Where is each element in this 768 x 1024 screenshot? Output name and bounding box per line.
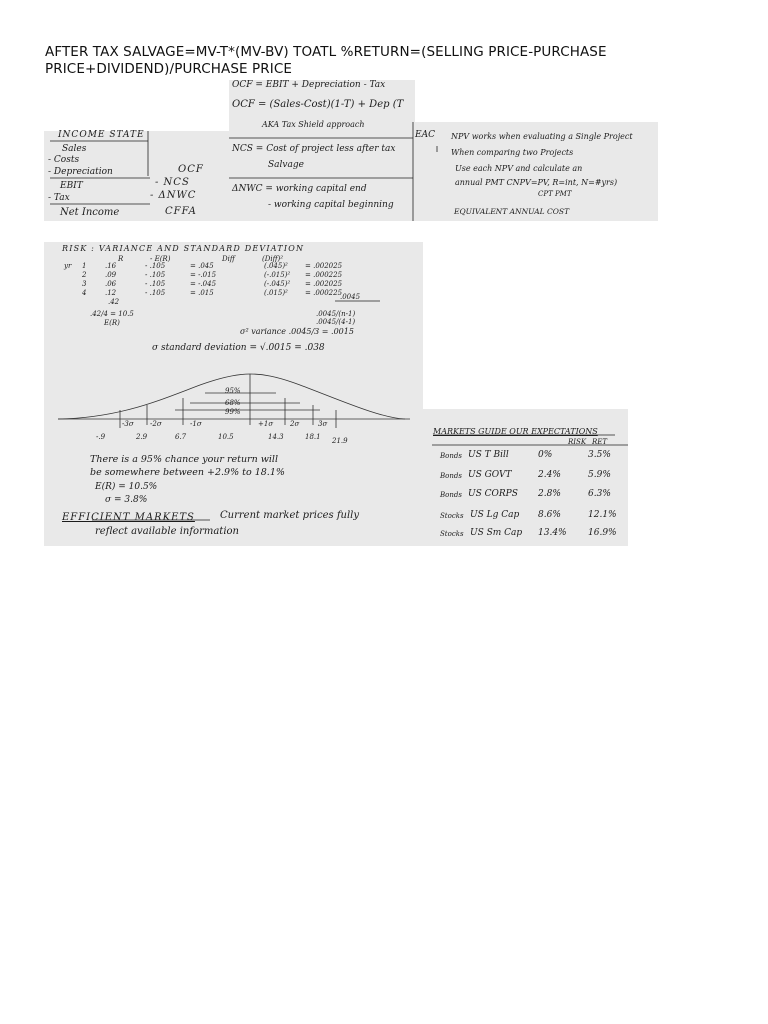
axis-tick: 6.7 — [175, 433, 187, 441]
axis-tick: 21.9 — [332, 437, 348, 445]
markets-title: MARKETS GUIDE OUR EXPECTATIONS — [433, 427, 598, 436]
risk-col-diffsq: (Diff)² — [262, 255, 284, 263]
sigma-label: +1σ — [258, 420, 274, 428]
risk-row-er: - .105 — [145, 262, 166, 270]
efficient-markets-text-2: reflect available information — [95, 526, 239, 537]
axis-tick: 14.3 — [268, 433, 284, 441]
risk-row-er: - .105 — [145, 289, 166, 297]
efficient-markets-text-1: Current market prices fully — [220, 510, 360, 521]
sigma-label: 2σ — [290, 420, 300, 428]
risk-row-r: .16 — [105, 262, 117, 270]
eac-label: EAC — [415, 130, 435, 140]
market-type: Stocks — [440, 530, 464, 538]
market-name: US Lg Cap — [470, 510, 520, 520]
heading-line-1: AFTER TAX SALVAGE=MV-T*(MV-BV) TOATL %RETURN=(SELLING PRICE-PURCHASE — [45, 44, 607, 60]
risk-note-2: be somewhere between +2.9% to 18.1% — [90, 467, 285, 478]
risk-var-b: .0045/(4-1) — [316, 318, 356, 326]
income-line-depreciation: - Depreciation — [48, 167, 113, 177]
eac-line-1: NPV works when evaluating a Single Project — [451, 132, 633, 141]
risk-row-sq: (-.045)² — [264, 280, 291, 288]
heading-line-2: PRICE+DIVIDEND)/PURCHASE PRICE — [45, 61, 292, 77]
eac-line-4: annual PMT CNPV=PV, R=int, N=#yrs) — [455, 178, 618, 187]
risk-std-dev: σ standard deviation = √.0015 = .038 — [152, 343, 325, 353]
risk-mean-calc: .42/4 = 10.5 — [90, 310, 134, 318]
markets-header-risk: RISK — [568, 438, 587, 446]
axis-tick: 18.1 — [305, 433, 321, 441]
cf-item-cffa: CFFA — [165, 206, 197, 217]
market-ret: 5.9% — [588, 470, 611, 480]
formula-ncs-2: Salvage — [268, 160, 304, 170]
risk-col-r: R — [118, 255, 124, 263]
risk-row-val: = .002025 — [305, 280, 343, 288]
formula-ocf-2: OCF = (Sales-Cost)(1-T) + Dep (T — [232, 99, 404, 110]
income-line-sales: Sales — [62, 144, 87, 154]
risk-row-val: = .002025 — [305, 262, 343, 270]
eac-line-3: Use each NPV and calculate an — [455, 164, 583, 173]
formula-ncs-1: NCS = Cost of project less after tax — [232, 144, 396, 154]
eac-line-6: EQUIVALENT ANNUAL COST — [454, 207, 570, 216]
market-risk: 13.4% — [538, 528, 567, 538]
sigma-label: -3σ — [122, 420, 134, 428]
eac-line-5: CPT PMT — [538, 190, 572, 198]
cf-item-nwc: - ΔNWC — [150, 190, 197, 201]
income-line-costs: - Costs — [48, 155, 80, 165]
risk-var-a: .0045/(n-1) — [316, 310, 356, 318]
axis-tick: -.9 — [96, 433, 106, 441]
risk-row-er: - .105 — [145, 280, 166, 288]
risk-sum-r: .42 — [108, 298, 120, 306]
sigma-label: -2σ — [150, 420, 162, 428]
curve-label-95: 95% — [225, 387, 241, 395]
formula-nwc-1: ΔNWC = working capital end — [232, 184, 367, 194]
formula-ocf-note: AKA Tax Shield approach — [262, 120, 365, 129]
risk-row-sq: (.015)² — [264, 289, 288, 297]
risk-mean-label: E(R) — [104, 319, 120, 327]
risk-sum-sq: .0045 — [340, 293, 361, 301]
risk-col-er: - E(R) — [150, 255, 171, 263]
risk-er-value: E(R) = 10.5% — [95, 482, 158, 492]
markets-header-ret: RET — [592, 438, 608, 446]
income-line-ebit: EBIT — [60, 181, 83, 191]
market-type: Stocks — [440, 512, 464, 520]
sigma-label: 3σ — [318, 420, 328, 428]
formula-ocf-1: OCF = EBIT + Depreciation - Tax — [232, 80, 386, 90]
risk-row-val: = .000225 — [305, 271, 343, 279]
market-type: Bonds — [440, 491, 462, 499]
risk-row-yr: 3 — [82, 280, 87, 288]
axis-tick: 10.5 — [218, 433, 234, 441]
axis-tick: 2.9 — [136, 433, 148, 441]
risk-row-diff: = -.015 — [190, 271, 217, 279]
cf-item-ncs: - NCS — [155, 177, 190, 188]
formula-nwc-2: - working capital beginning — [268, 200, 394, 210]
risk-row-diff: = -.045 — [190, 280, 217, 288]
market-name: US GOVT — [468, 470, 512, 480]
market-risk: 2.4% — [538, 470, 561, 480]
sigma-label: -1σ — [190, 420, 202, 428]
risk-row-sq: (-.015)² — [264, 271, 291, 279]
market-name: US T Bill — [468, 450, 509, 460]
income-line-net-income: Net Income — [60, 207, 120, 218]
risk-row-val: = .000225 — [305, 289, 343, 297]
risk-sd-value: σ = 3.8% — [105, 495, 148, 505]
market-type: Bonds — [440, 452, 462, 460]
risk-col-diff: Diff — [222, 255, 235, 263]
market-ret: 6.3% — [588, 489, 611, 499]
efficient-markets-title: EFFICIENT MARKETS — [62, 512, 195, 523]
risk-row-sq: (.045)² — [264, 262, 288, 270]
market-ret: 12.1% — [588, 510, 617, 520]
market-risk: 8.6% — [538, 510, 561, 520]
market-risk: 2.8% — [538, 489, 561, 499]
risk-row-r: .06 — [105, 280, 117, 288]
income-line-tax: - Tax — [48, 193, 70, 203]
risk-row-diff: = .015 — [190, 289, 214, 297]
risk-variance: σ² variance .0045/3 = .0015 — [240, 327, 354, 336]
risk-note-1: There is a 95% chance your return will — [90, 454, 278, 465]
market-name: US CORPS — [468, 489, 518, 499]
risk-row-r: .12 — [105, 289, 117, 297]
risk-row-diff: = .045 — [190, 262, 214, 270]
risk-row-yr: 1 — [82, 262, 87, 270]
market-type: Bonds — [440, 472, 462, 480]
market-risk: 0% — [538, 450, 553, 460]
risk-row-er: - .105 — [145, 271, 166, 279]
risk-title: RISK : VARIANCE AND STANDARD DEVIATION — [62, 244, 305, 253]
risk-row-yr: 2 — [82, 271, 87, 279]
eac-line-2: When comparing two Projects — [451, 148, 574, 157]
risk-row-r: .09 — [105, 271, 117, 279]
market-name: US Sm Cap — [470, 528, 523, 538]
income-statement-title: INCOME STATE — [58, 130, 145, 140]
risk-row-yr: 4 — [82, 289, 87, 297]
market-ret: 16.9% — [588, 528, 617, 538]
curve-label-68: 68% — [225, 399, 241, 407]
market-ret: 3.5% — [588, 450, 611, 460]
cf-item-ocf: OCF — [178, 164, 204, 175]
risk-yr-label: yr — [64, 262, 72, 270]
curve-label-99: 99% — [225, 408, 241, 416]
